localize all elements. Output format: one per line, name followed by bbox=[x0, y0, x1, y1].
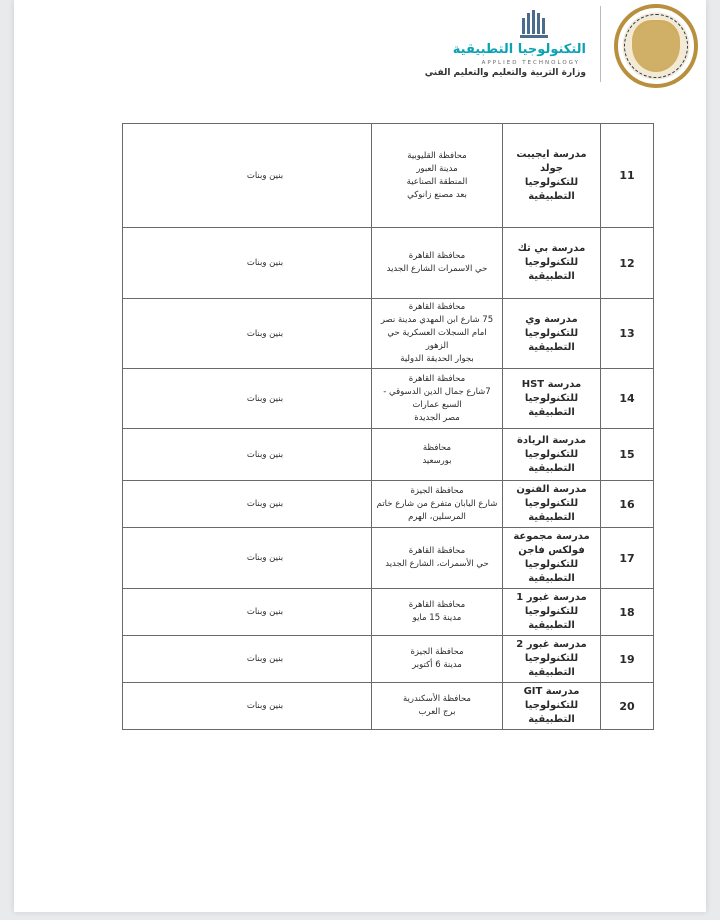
address-line: المرسلين، الهرم bbox=[408, 511, 466, 522]
address-line: محافظة القاهرة bbox=[408, 546, 466, 556]
table-row bbox=[123, 683, 654, 730]
table-row bbox=[123, 528, 654, 589]
school-name-line: مدرسة غبور 2 bbox=[516, 639, 587, 650]
table-row bbox=[123, 369, 654, 429]
student-type-cell: بنين وبنات bbox=[123, 589, 372, 636]
school-name-line: للتكنولوجيا التطبيقية bbox=[524, 327, 579, 353]
school-name-line: مدرسة ايجيبت جولد bbox=[516, 148, 587, 174]
address-cell bbox=[372, 683, 503, 730]
school-name-line: مدرسة الريادة bbox=[516, 434, 587, 446]
school-name-line: للتكنولوجيا التطبيقية bbox=[524, 498, 579, 523]
school-name-cell bbox=[503, 636, 601, 683]
school-name-cell bbox=[503, 481, 601, 528]
address-line: بجوار الحديقة الدولية bbox=[400, 354, 474, 364]
row-number: 12 bbox=[601, 228, 654, 299]
address-line: محافظة الجيزة bbox=[410, 485, 464, 496]
student-type-cell: بنين وبنات bbox=[123, 528, 372, 589]
row-number: 13 bbox=[601, 299, 654, 369]
school-name-line: مدرسة وي bbox=[525, 313, 578, 325]
row-number: 20 bbox=[601, 683, 654, 730]
document-page bbox=[14, 0, 706, 912]
school-name-line: للتكنولوجيا التطبيقية bbox=[524, 448, 579, 474]
school-name-cell bbox=[503, 228, 601, 299]
table-row bbox=[123, 481, 654, 528]
table-row bbox=[123, 589, 654, 636]
address-cell bbox=[372, 124, 503, 228]
school-name-line: للتكنولوجيا التطبيقية bbox=[524, 392, 579, 418]
address-cell bbox=[372, 481, 503, 528]
address-cell bbox=[372, 636, 503, 683]
row-number: 15 bbox=[601, 429, 654, 481]
address-line: مصر الجديدة bbox=[414, 412, 460, 423]
brand-name-arabic: التكنولوجيا التطبيقية bbox=[452, 42, 586, 57]
row-number: 18 bbox=[601, 589, 654, 636]
school-name-line: مدرسة GIT bbox=[523, 686, 580, 697]
address-line: محافظة القاهرة bbox=[408, 251, 466, 261]
address-line: محافظة القليوبية bbox=[407, 150, 467, 161]
address-line: برج العرب bbox=[418, 707, 456, 717]
address-line: امام السجلات العسكرية حي الزهور bbox=[387, 328, 487, 351]
address-line: محافظة القاهرة bbox=[408, 373, 466, 384]
school-name-line: للتكنولوجيا التطبيقية bbox=[524, 257, 579, 282]
school-name-line: فولكس فاجن bbox=[518, 545, 585, 556]
ministry-name: وزارة التربية والتعليم والتعليم الفني bbox=[424, 68, 586, 78]
student-type-cell: بنين وبنات bbox=[123, 481, 372, 528]
student-type-cell: بنين وبنات bbox=[123, 429, 372, 481]
school-name-cell bbox=[503, 589, 601, 636]
address-line: محافظة الجيزة bbox=[410, 647, 464, 657]
school-name-cell bbox=[503, 369, 601, 429]
school-name-line: مدرسة مجموعة bbox=[513, 531, 590, 542]
row-number: 11 bbox=[601, 124, 654, 228]
table-row bbox=[123, 429, 654, 481]
school-name-line: مدرسة غبور 1 bbox=[516, 592, 587, 603]
school-name-line: للتكنولوجيا التطبيقية bbox=[524, 700, 579, 725]
row-number: 14 bbox=[601, 369, 654, 429]
school-name-cell bbox=[503, 124, 601, 228]
schools-table bbox=[122, 123, 654, 730]
address-line: محافظة الأسكندرية bbox=[402, 694, 471, 704]
table-row bbox=[123, 299, 654, 369]
school-name-line: مدرسة بي تك bbox=[517, 243, 586, 254]
student-type-cell: بنين وبنات bbox=[123, 228, 372, 299]
school-name-line: للتكنولوجيا التطبيقية bbox=[524, 653, 579, 678]
school-name-cell bbox=[503, 429, 601, 481]
address-line: محافظة القاهرة bbox=[408, 600, 466, 610]
address-cell bbox=[372, 299, 503, 369]
table-row bbox=[123, 636, 654, 683]
school-name-line: للتكنولوجيا التطبيقية bbox=[524, 176, 579, 202]
address-line: مدينة العبور bbox=[416, 163, 458, 174]
address-line: شارع اليابان متفرع من شارع خاتم bbox=[376, 498, 498, 509]
address-line: 7شارع جمال الدين الدسوقي - bbox=[383, 386, 491, 397]
school-name-line: للتكنولوجيا التطبيقية bbox=[524, 559, 579, 584]
brand-name-english: APPLIED TECHNOLOGY bbox=[481, 60, 580, 66]
address-cell bbox=[372, 369, 503, 429]
student-type-cell: بنين وبنات bbox=[123, 683, 372, 730]
student-type-cell: بنين وبنات bbox=[123, 636, 372, 683]
row-number: 19 bbox=[601, 636, 654, 683]
row-number: 16 bbox=[601, 481, 654, 528]
ministry-seal-icon bbox=[614, 4, 698, 88]
address-line: 75 شارع ابن المهدي مدينة نصر bbox=[380, 315, 494, 325]
student-type-cell: بنين وبنات bbox=[123, 124, 372, 228]
school-name-line: للتكنولوجيا التطبيقية bbox=[524, 606, 579, 631]
address-cell bbox=[372, 429, 503, 481]
school-name-line: مدرسة الفنون bbox=[516, 484, 587, 495]
address-line: السبع عمارات bbox=[412, 399, 462, 410]
address-cell bbox=[372, 589, 503, 636]
address-cell bbox=[372, 528, 503, 589]
letterhead bbox=[14, 0, 706, 100]
schools-table-body bbox=[123, 124, 654, 730]
table-row bbox=[123, 228, 654, 299]
school-name-cell bbox=[503, 299, 601, 369]
school-name-line: مدرسة HST bbox=[521, 378, 582, 390]
school-name-cell bbox=[503, 683, 601, 730]
address-line: بعد مصنع زانوكي bbox=[407, 189, 467, 200]
row-number: 17 bbox=[601, 528, 654, 589]
address-line: مدينة 15 مايو bbox=[412, 613, 462, 623]
school-name-cell bbox=[503, 528, 601, 589]
student-type-cell: بنين وبنات bbox=[123, 369, 372, 429]
address-line: حي الأسمرات، الشارع الجديد bbox=[385, 559, 489, 569]
applied-technology-logo-icon bbox=[519, 8, 549, 42]
address-line: مدينة 6 أكتوبر bbox=[412, 660, 462, 670]
header-divider bbox=[600, 6, 601, 82]
address-line: حي الاسمرات الشارع الجديد bbox=[386, 264, 488, 274]
address-line: المنطقة الصناعية bbox=[406, 176, 468, 187]
address-line: محافظة bbox=[422, 442, 452, 453]
table-row bbox=[123, 124, 654, 228]
address-line: محافظة القاهرة bbox=[408, 302, 466, 312]
address-line: بورسعيد bbox=[422, 455, 452, 466]
student-type-cell: بنين وبنات bbox=[123, 299, 372, 369]
address-cell bbox=[372, 228, 503, 299]
eagle-emblem-icon bbox=[632, 20, 680, 72]
